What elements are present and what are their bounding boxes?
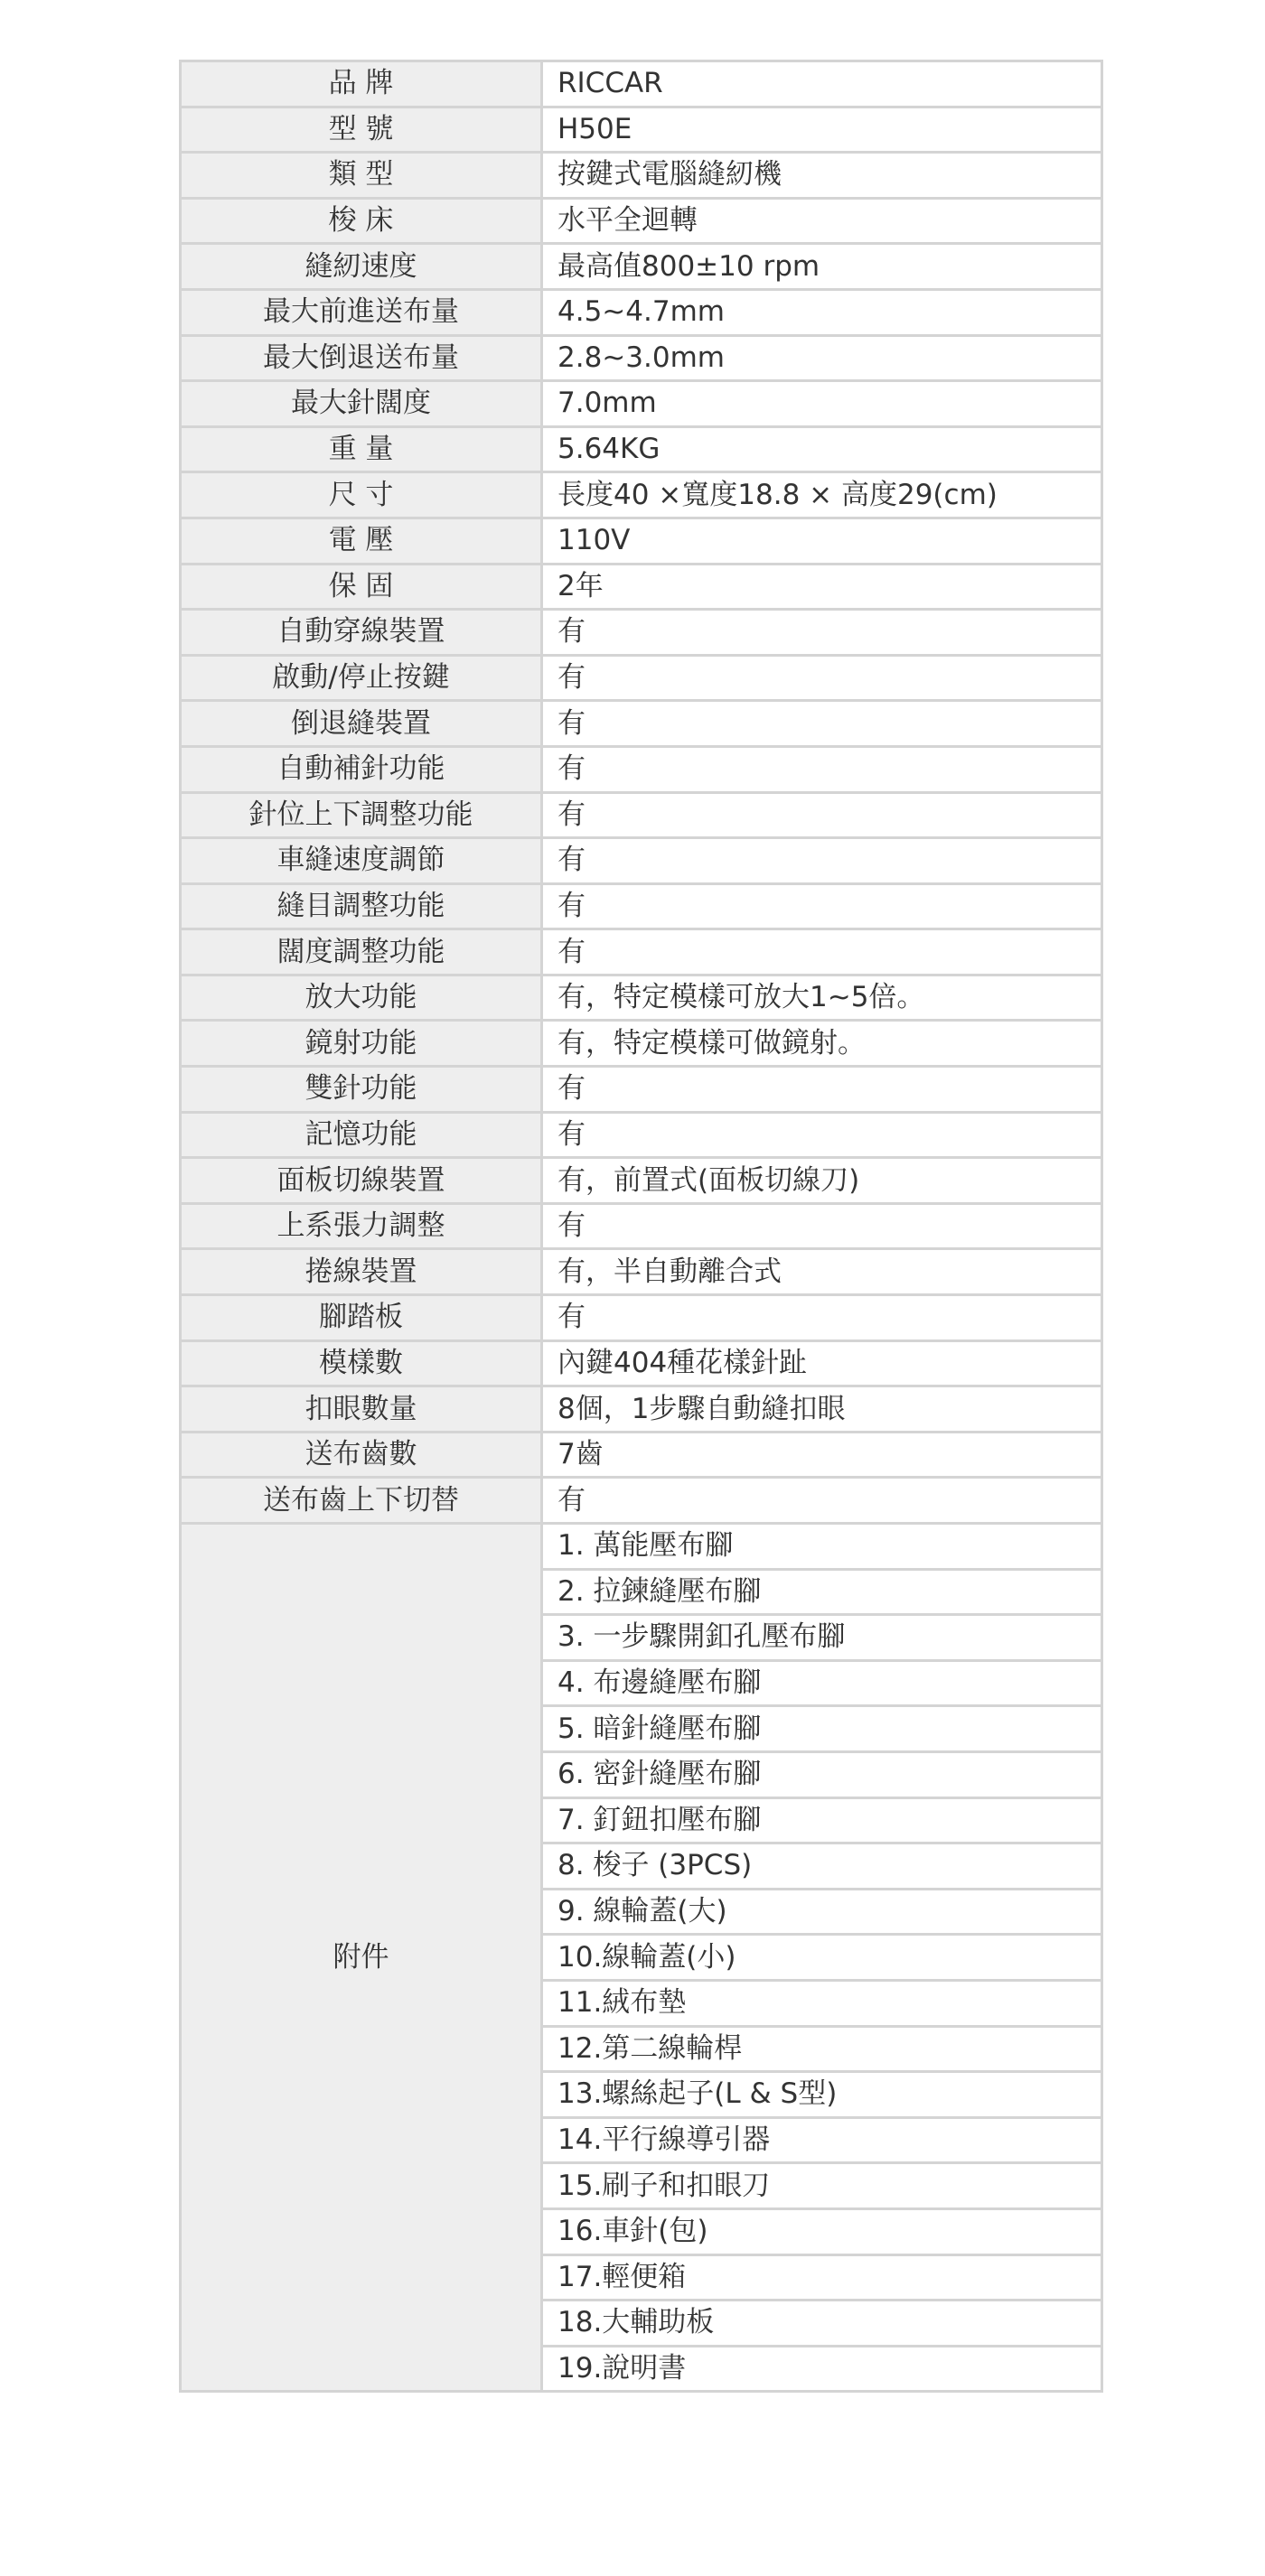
accessory-item: 8. 梭子 (3PCS) [542,1843,1102,1890]
spec-label: 品 牌 [181,61,542,107]
spec-row [181,701,1102,747]
spec-value: 有，特定模樣可放大1~5倍。 [542,975,1102,1021]
spec-row [181,746,1102,792]
spec-label: 啟動/停止按鍵 [181,655,542,701]
spec-row [181,107,1102,153]
spec-value: 按鍵式電腦縫紉機 [542,153,1102,199]
accessory-item: 2. 拉鍊縫壓布腳 [542,1569,1102,1615]
spec-label: 縫紉速度 [181,244,542,290]
spec-row [181,564,1102,610]
spec-row [181,472,1102,518]
accessory-item: 11.絨布墊 [542,1980,1102,2026]
spec-row [181,1158,1102,1204]
spec-row [181,1249,1102,1295]
spec-value: 有 [542,929,1102,975]
spec-value: 有 [542,610,1102,656]
spec-label: 模樣數 [181,1340,542,1386]
spec-label: 型 號 [181,107,542,153]
spec-value: 有 [542,792,1102,838]
spec-row [181,838,1102,884]
spec-label: 扣眼數量 [181,1386,542,1433]
spec-value: 有 [542,1112,1102,1158]
spec-row [181,518,1102,564]
spec-value: 有 [542,883,1102,929]
spec-value: 有 [542,1295,1102,1341]
spec-label: 上系張力調整 [181,1203,542,1249]
spec-label: 鏡射功能 [181,1021,542,1067]
accessory-item: 12.第二線輪桿 [542,2026,1102,2072]
spec-row [181,975,1102,1021]
spec-row [181,1112,1102,1158]
accessory-item: 5. 暗針縫壓布腳 [542,1706,1102,1752]
spec-value: 有 [542,701,1102,747]
spec-row [181,198,1102,244]
spec-value: 有 [542,838,1102,884]
spec-row [181,883,1102,929]
spec-row [181,1295,1102,1341]
spec-value: 4.5~4.7mm [542,289,1102,335]
spec-row [181,1432,1102,1478]
spec-label: 最大倒退送布量 [181,335,542,381]
spec-row [181,426,1102,472]
spec-label: 倒退縫裝置 [181,701,542,747]
spec-row [181,381,1102,427]
spec-label: 重 量 [181,426,542,472]
spec-row [181,1203,1102,1249]
accessory-item: 18.大輔助板 [542,2301,1102,2347]
spec-label: 梭 床 [181,198,542,244]
accessory-item: 1. 萬能壓布腳 [542,1524,1102,1570]
spec-label: 面板切線裝置 [181,1158,542,1204]
spec-value: H50E [542,107,1102,153]
spec-value: 有，半自動離合式 [542,1249,1102,1295]
spec-value: 5.64KG [542,426,1102,472]
spec-value: 110V [542,518,1102,564]
spec-value: 2.8~3.0mm [542,335,1102,381]
spec-label: 記憶功能 [181,1112,542,1158]
spec-value: 有，前置式(面板切線刀) [542,1158,1102,1204]
accessory-item: 7. 釘鈕扣壓布腳 [542,1797,1102,1843]
spec-label: 捲線裝置 [181,1249,542,1295]
spec-value: 有 [542,746,1102,792]
spec-row [181,1478,1102,1524]
spec-row [181,1386,1102,1433]
spec-row [181,1021,1102,1067]
accessory-item: 19.說明書 [542,2346,1102,2392]
accessory-row [181,1524,1102,1570]
accessory-item: 9. 線輪蓋(大) [542,1889,1102,1935]
spec-row [181,153,1102,199]
spec-value: 水平全迴轉 [542,198,1102,244]
spec-label: 送布齒數 [181,1432,542,1478]
spec-row [181,792,1102,838]
spec-label: 保 固 [181,564,542,610]
accessory-item: 15.刷子和扣眼刀 [542,2163,1102,2209]
spec-label: 縫目調整功能 [181,883,542,929]
spec-value: 7齒 [542,1432,1102,1478]
accessory-item: 10.線輪蓋(小) [542,1935,1102,1981]
spec-label: 針位上下調整功能 [181,792,542,838]
spec-label: 闊度調整功能 [181,929,542,975]
spec-label: 自動補針功能 [181,746,542,792]
spec-row [181,655,1102,701]
spec-label: 雙針功能 [181,1067,542,1113]
spec-label: 送布齒上下切替 [181,1478,542,1524]
spec-label: 腳踏板 [181,1295,542,1341]
spec-label: 車縫速度調節 [181,838,542,884]
spec-value: 8個，1步驟自動縫扣眼 [542,1386,1102,1433]
spec-label: 電 壓 [181,518,542,564]
accessory-item: 16.車針(包) [542,2208,1102,2254]
spec-value: 內鍵404種花樣針趾 [542,1340,1102,1386]
spec-label: 尺 寸 [181,472,542,518]
spec-row [181,1067,1102,1113]
spec-value: 2年 [542,564,1102,610]
spec-row [181,1340,1102,1386]
spec-label: 類 型 [181,153,542,199]
spec-row [181,289,1102,335]
spec-label: 放大功能 [181,975,542,1021]
spec-row [181,335,1102,381]
spec-value: 7.0mm [542,381,1102,427]
accessories-label: 附件 [181,1524,542,2392]
spec-value: 長度40 ×寬度18.8 × 高度29(cm) [542,472,1102,518]
accessory-item: 3. 一步驟開釦孔壓布腳 [542,1615,1102,1661]
spec-value: 有 [542,1067,1102,1113]
spec-label: 自動穿線裝置 [181,610,542,656]
spec-value: RICCAR [542,61,1102,107]
spec-row [181,244,1102,290]
spec-label: 最大針闊度 [181,381,542,427]
spec-value: 最高值800±10 rpm [542,244,1102,290]
accessory-item: 4. 布邊縫壓布腳 [542,1660,1102,1706]
spec-table [179,60,1103,2393]
spec-value: 有 [542,1478,1102,1524]
spec-row [181,61,1102,107]
accessory-item: 14.平行線導引器 [542,2117,1102,2163]
spec-row [181,610,1102,656]
spec-row [181,929,1102,975]
spec-value: 有，特定模樣可做鏡射。 [542,1021,1102,1067]
spec-label: 最大前進送布量 [181,289,542,335]
spec-table-body [181,61,1102,2392]
accessory-item: 13.螺絲起子(L & S型) [542,2072,1102,2118]
spec-value: 有 [542,655,1102,701]
accessory-item: 17.輕便箱 [542,2254,1102,2301]
spec-value: 有 [542,1203,1102,1249]
accessory-item: 6. 密針縫壓布腳 [542,1751,1102,1797]
